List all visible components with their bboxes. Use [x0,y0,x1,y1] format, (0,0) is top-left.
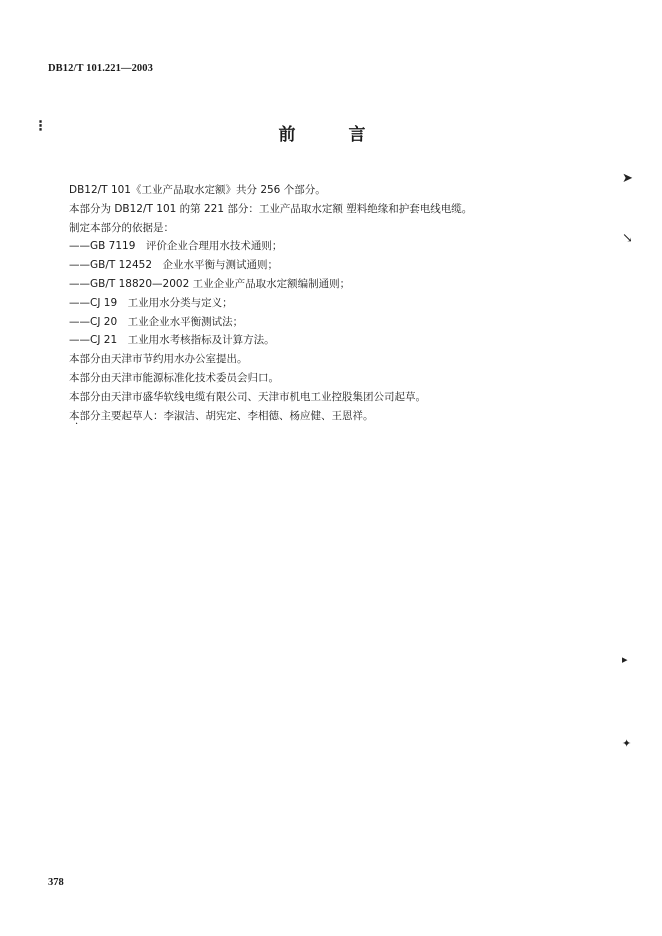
preface-line: ——CJ 20 工业企业水平衡测试法； [69,315,244,328]
section-title: 前 言 [278,125,384,145]
scan-artifact-mark: ✦ [622,737,632,750]
preface-line: ——GB/T 12452 企业水平衡与测试通则； [69,259,279,272]
preface-line: ——CJ 21 工业用水考核指标及计算方法。 [69,334,275,347]
page-number: 378 [48,877,64,888]
scan-artifact-mark: ↘ [622,231,633,246]
preface-line: 本部分主要起草人：李淑洁、胡宪定、李相德、杨应健、王恩祥。 [69,409,374,422]
preface-body [69,181,629,425]
scan-artifact-mark: ➤ [622,171,633,186]
scan-artifact-mark: ▸ [622,653,628,666]
preface-line: ——CJ 19 工业用水分类与定义； [69,296,233,309]
preface-line: ——GB/T 18820—2002 工业企业产品取水定额编制通则； [69,277,351,290]
preface-line: 本部分为 DB12/T 101 的第 221 部分：工业产品取水定额 塑料绝缘和护套电线电缆。 [69,202,473,215]
scan-artifact-mark: ⁝ [38,116,44,135]
standard-code: DB12/T 101.221—2003 [48,63,153,74]
preface-line: ——GB 7119 评价企业合理用水技术通则； [69,240,283,253]
preface-line: 本部分由天津市能源标准化技术委员会归口。 [69,371,279,384]
preface-line: 本部分由天津市节约用水办公室提出。 [69,353,248,366]
stray-dot: · [75,419,79,430]
preface-line: 本部分由天津市盛华软线电缆有限公司、天津市机电工业控股集团公司起草。 [69,390,426,403]
preface-line: 制定本部分的依据是： [69,221,174,234]
preface-line: DB12/T 101《工业产品取水定额》共分 256 个部分。 [69,184,326,196]
